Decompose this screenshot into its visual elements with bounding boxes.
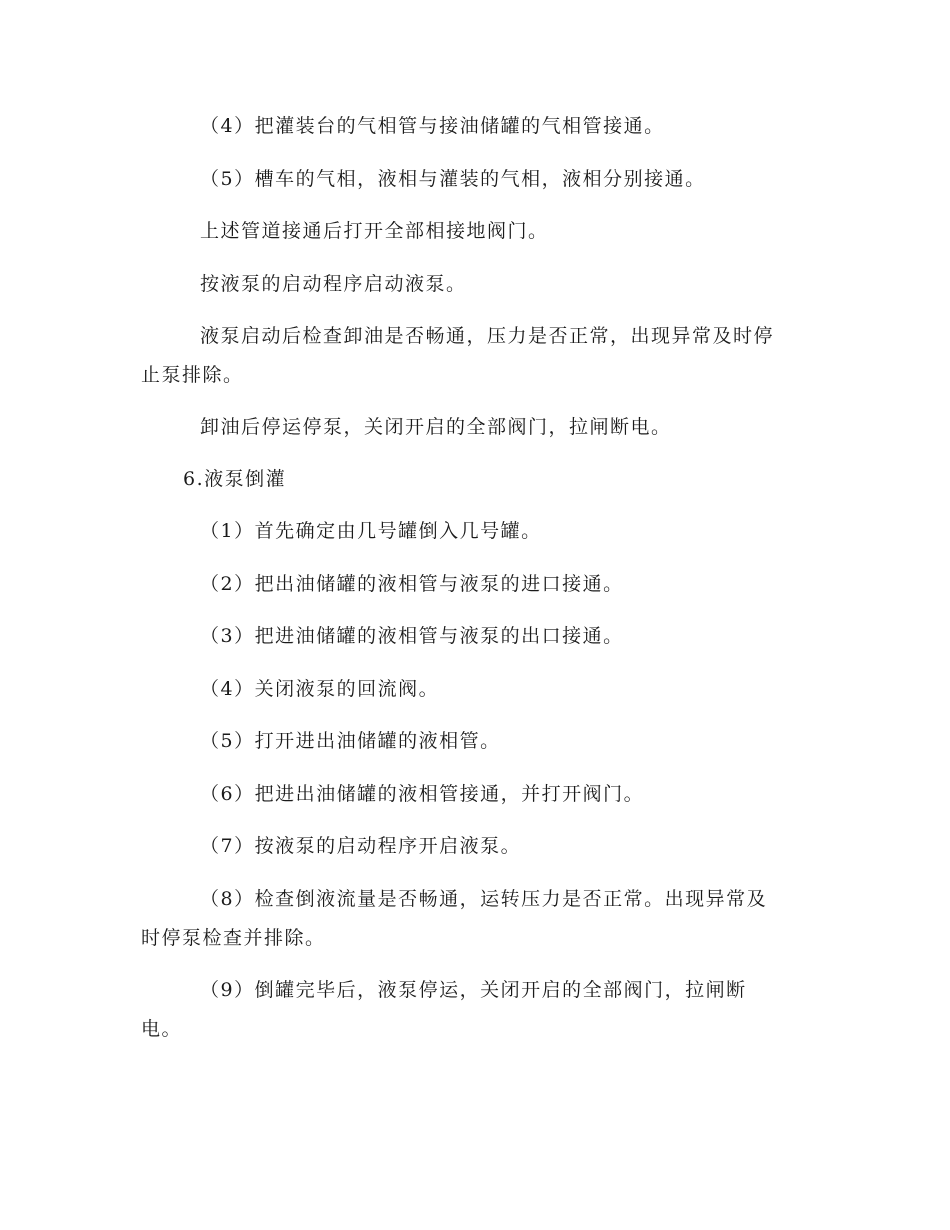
paragraph-stop-pump: 卸油后停运停泵，关闭开启的全部阀门，拉闸断电。 (200, 416, 672, 438)
paragraph-transfer-step-4: （4）关闭液泵的回流阀。 (200, 678, 440, 700)
paragraph-transfer-step-3: （3）把进油储罐的液相管与液泵的出口接通。 (200, 625, 624, 647)
paragraph-transfer-step-6: （6）把进出油储罐的液相管接通，并打开阀门。 (200, 783, 645, 805)
paragraph-transfer-step-8-cont: 时停泵检查并排除。 (141, 927, 326, 949)
paragraph-check-unloading: 液泵启动后检查卸油是否畅通，压力是否正常，出现异常及时停 (200, 325, 775, 347)
paragraph-transfer-step-8: （8）检查倒液流量是否畅通，运转压力是否正常。出现异常及 (200, 888, 768, 910)
paragraph-transfer-step-1: （1）首先确定由几号罐倒入几号罐。 (200, 520, 542, 542)
paragraph-transfer-step-5: （5）打开进出油储罐的液相管。 (200, 730, 501, 752)
paragraph-start-pump: 按液泵的启动程序启动液泵。 (200, 273, 467, 295)
paragraph-open-valves: 上述管道接通后打开全部相接地阀门。 (200, 220, 549, 242)
paragraph-transfer-step-9: （9）倒罐完毕后，液泵停运，关闭开启的全部阀门，拉闸断 (200, 979, 747, 1001)
paragraph-transfer-step-9-cont: 电。 (141, 1018, 183, 1040)
paragraph-transfer-step-2: （2）把出油储罐的液相管与液泵的进口接通。 (200, 573, 624, 595)
paragraph-step-4-vapor-pipe: （4）把灌装台的气相管与接油储罐的气相管接通。 (200, 115, 665, 137)
section-heading-pump-transfer: 6.液泵倒灌 (183, 468, 287, 490)
paragraph-transfer-step-7: （7）按液泵的启动程序开启液泵。 (200, 835, 522, 857)
paragraph-step-5-tanker-connect: （5）槽车的气相，液相与灌装的气相，液相分别接通。 (200, 168, 706, 190)
paragraph-check-unloading-cont: 止泵排除。 (141, 364, 244, 386)
